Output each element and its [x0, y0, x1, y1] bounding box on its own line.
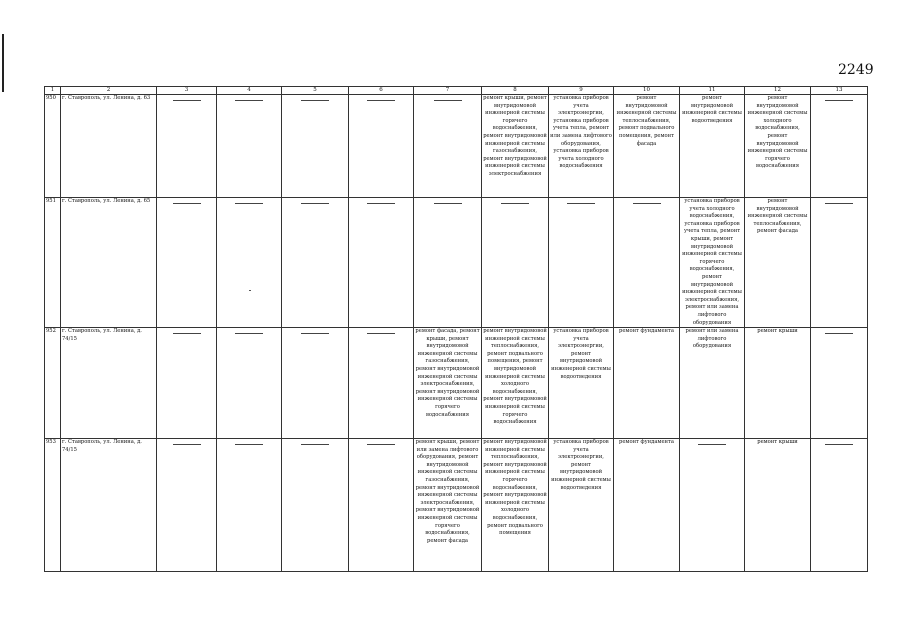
column-number: 12 — [745, 87, 811, 95]
empty-cell — [414, 198, 482, 328]
empty-cell — [157, 439, 217, 572]
address-cell: г. Ставрополь, ул. Ленина, д. 65 — [61, 198, 157, 328]
row-number: 951 — [45, 198, 61, 328]
column-number: 4 — [217, 87, 282, 95]
empty-cell — [282, 95, 349, 198]
empty-cell — [349, 439, 414, 572]
works-cell: ремонт крыши, ремонт внутридомовой инженерной системы горячего водоснабжения, ремонт внутридомовой инженерной системы газоснабжения, ремонт внутридомовой инженерной системы электроснабжения — [482, 95, 549, 198]
dash-mark — [235, 203, 263, 204]
empty-cell — [282, 198, 349, 328]
empty-cell — [811, 328, 868, 439]
column-number: 8 — [482, 87, 549, 95]
dash-mark — [698, 444, 726, 445]
binding-margin-line — [2, 34, 4, 92]
empty-cell — [349, 328, 414, 439]
works-cell: установка приборов учета электроэнергии, установка приборов учета тепла, ремонт или замена лифтового оборудования, установка приборов учета холодного водоснабжения — [549, 95, 614, 198]
row-number: 950 — [45, 95, 61, 198]
dash-mark — [825, 333, 853, 334]
empty-cell — [349, 198, 414, 328]
dash-mark — [825, 100, 853, 101]
works-cell: ремонт внутридомовой инженерной системы теплоснабжения, ремонт подвального помещения, ремонт фасада — [614, 95, 680, 198]
dash-mark — [825, 203, 853, 204]
table-row — [45, 328, 868, 439]
works-cell: установка приборов учета электроэнергии, ремонт внутридомовой инженерной системы водоотведения — [549, 328, 614, 439]
works-cell: ремонт внутридомовой инженерной системы теплоснабжения, ремонт внутридомовой инженерной системы горячего водоснабжения, ремонт внутридомовой инженерной системы холодного водоснабжения, ремонт подвального помещения — [482, 439, 549, 572]
column-number: 6 — [349, 87, 414, 95]
works-cell: ремонт фасада, ремонт крыши, ремонт внутридомовой инженерной системы газоснабжения, ремонт внутридомовой инженерной системы электроснабжения, ремонт внутридомовой инженерной системы горячего водоснабжения — [414, 328, 482, 439]
works-cell: ремонт или замена лифтового оборудования — [680, 328, 745, 439]
works-cell: ремонт внутридомовой инженерной системы холодного водоснабжения, ремонт внутридомовой инженерной системы горячего водоснабжения — [745, 95, 811, 198]
empty-cell — [157, 95, 217, 198]
column-number: 3 — [157, 87, 217, 95]
dash-mark — [173, 333, 201, 334]
dash-mark — [173, 100, 201, 101]
page-number: 2249 — [838, 62, 874, 78]
works-cell: ремонт крыши, ремонт или замена лифтового оборудования, ремонт внутридомовой инженерной системы газоснабжения, ремонт внутридомовой инженерной системы электроснабжения, ремонт внутридомовой инженерной системы горячего водоснабжения, ремонт фасада — [414, 439, 482, 572]
row-number: 953 — [45, 439, 61, 572]
works-cell: установка приборов учета холодного водоснабжения, установка приборов учета тепла, ремонт крыши, ремонт внутридомовой инженерной системы горячего водоснабжения, ремонт внутридомовой инженерной системы электроснабжения, ремонт или замена лифтового оборудования — [680, 198, 745, 328]
works-cell: установка приборов учета электроэнергии, ремонт внутридомовой инженерной системы водоотведения — [549, 439, 614, 572]
dash-mark — [367, 333, 395, 334]
empty-cell — [157, 198, 217, 328]
empty-cell — [282, 439, 349, 572]
empty-cell — [614, 198, 680, 328]
address-cell: г. Ставрополь, ул. Ленина, д. 74/15 — [61, 439, 157, 572]
row-number: 952 — [45, 328, 61, 439]
empty-cell — [217, 95, 282, 198]
empty-cell — [414, 95, 482, 198]
dash-mark — [567, 203, 595, 204]
dash-mark — [434, 100, 462, 101]
column-number: 13 — [811, 87, 868, 95]
empty-cell — [349, 95, 414, 198]
table-row — [45, 439, 868, 572]
table-row — [45, 198, 868, 328]
dash-mark — [633, 203, 661, 204]
column-number: 9 — [549, 87, 614, 95]
dash-mark — [367, 203, 395, 204]
dash-mark — [235, 333, 263, 334]
column-number: 10 — [614, 87, 680, 95]
dash-mark — [367, 100, 395, 101]
dash-mark — [235, 100, 263, 101]
register-table — [44, 86, 868, 572]
column-number: 11 — [680, 87, 745, 95]
dash-mark — [173, 444, 201, 445]
column-number: 5 — [282, 87, 349, 95]
works-cell: ремонт крыши — [745, 328, 811, 439]
dash-mark — [301, 100, 329, 101]
dash-mark — [235, 444, 263, 445]
works-cell: ремонт внутридомовой инженерной системы водоотведения — [680, 95, 745, 198]
column-number: 1 — [45, 87, 61, 95]
works-cell: ремонт фундамента — [614, 439, 680, 572]
dash-mark — [301, 333, 329, 334]
empty-cell — [680, 439, 745, 572]
empty-cell — [282, 328, 349, 439]
dash-mark — [173, 203, 201, 204]
works-cell: ремонт внутридомовой инженерной системы теплоснабжения, ремонт фасада — [745, 198, 811, 328]
table-row — [45, 95, 868, 198]
empty-cell — [217, 439, 282, 572]
address-cell: г. Ставрополь, ул. Ленина, д. 63 — [61, 95, 157, 198]
empty-cell — [811, 95, 868, 198]
dash-mark — [434, 203, 462, 204]
works-cell: ремонт крыши — [745, 439, 811, 572]
column-number: 2 — [61, 87, 157, 95]
works-cell: ремонт фундамента — [614, 328, 680, 439]
address-cell: г. Ставрополь, ул. Ленина, д. 74/15 — [61, 328, 157, 439]
dash-mark — [501, 203, 529, 204]
empty-cell — [482, 198, 549, 328]
empty-cell — [549, 198, 614, 328]
dash-mark — [825, 444, 853, 445]
column-number-row — [45, 87, 868, 95]
column-number: 7 — [414, 87, 482, 95]
empty-cell — [217, 328, 282, 439]
dash-mark — [367, 444, 395, 445]
works-cell: ремонт внутридомовой инженерной системы теплоснабжения, ремонт подвального помещения, ремонт внутридомовой инженерной системы холодного водоснабжения, ремонт внутридомовой инженерной системы горячего водоснабжения — [482, 328, 549, 439]
empty-cell — [811, 198, 868, 328]
dash-mark — [301, 203, 329, 204]
empty-cell — [157, 328, 217, 439]
empty-cell — [811, 439, 868, 572]
empty-cell — [217, 198, 282, 328]
dash-mark — [301, 444, 329, 445]
